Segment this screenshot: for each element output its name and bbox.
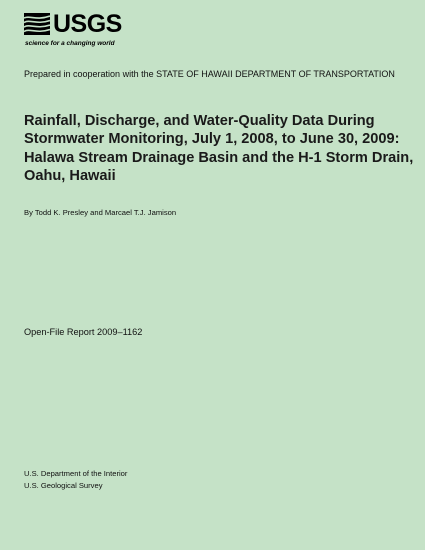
report-title-line: Halawa Stream Drainage Basin and the H-1 Storm Drain, bbox=[24, 149, 414, 166]
department-name: U.S. Department of the Interior bbox=[24, 469, 128, 478]
report-title-line: Stormwater Monitoring, July 1, 2008, to June 30, 2009: bbox=[24, 131, 400, 148]
usgs-tagline: science for a changing world bbox=[25, 40, 115, 47]
report-number: Open-File Report 2009–1162 bbox=[24, 327, 143, 337]
authors: By Todd K. Presley and Marcael T.J. Jamison bbox=[24, 208, 177, 217]
report-title-line: Oahu, Hawaii bbox=[24, 168, 116, 185]
report-title-line: Rainfall, Discharge, and Water-Quality Data During bbox=[24, 113, 375, 129]
report-title bbox=[24, 112, 414, 186]
usgs-logo bbox=[24, 10, 134, 53]
cooperation-statement: Prepared in cooperation with the STATE OF HAWAII DEPARTMENT OF TRANSPORTATION bbox=[24, 69, 395, 79]
agency-block bbox=[24, 468, 127, 491]
usgs-wave-icon bbox=[24, 13, 50, 35]
survey-name: U.S. Geological Survey bbox=[24, 480, 103, 490]
usgs-wordmark: USGS bbox=[53, 10, 122, 38]
